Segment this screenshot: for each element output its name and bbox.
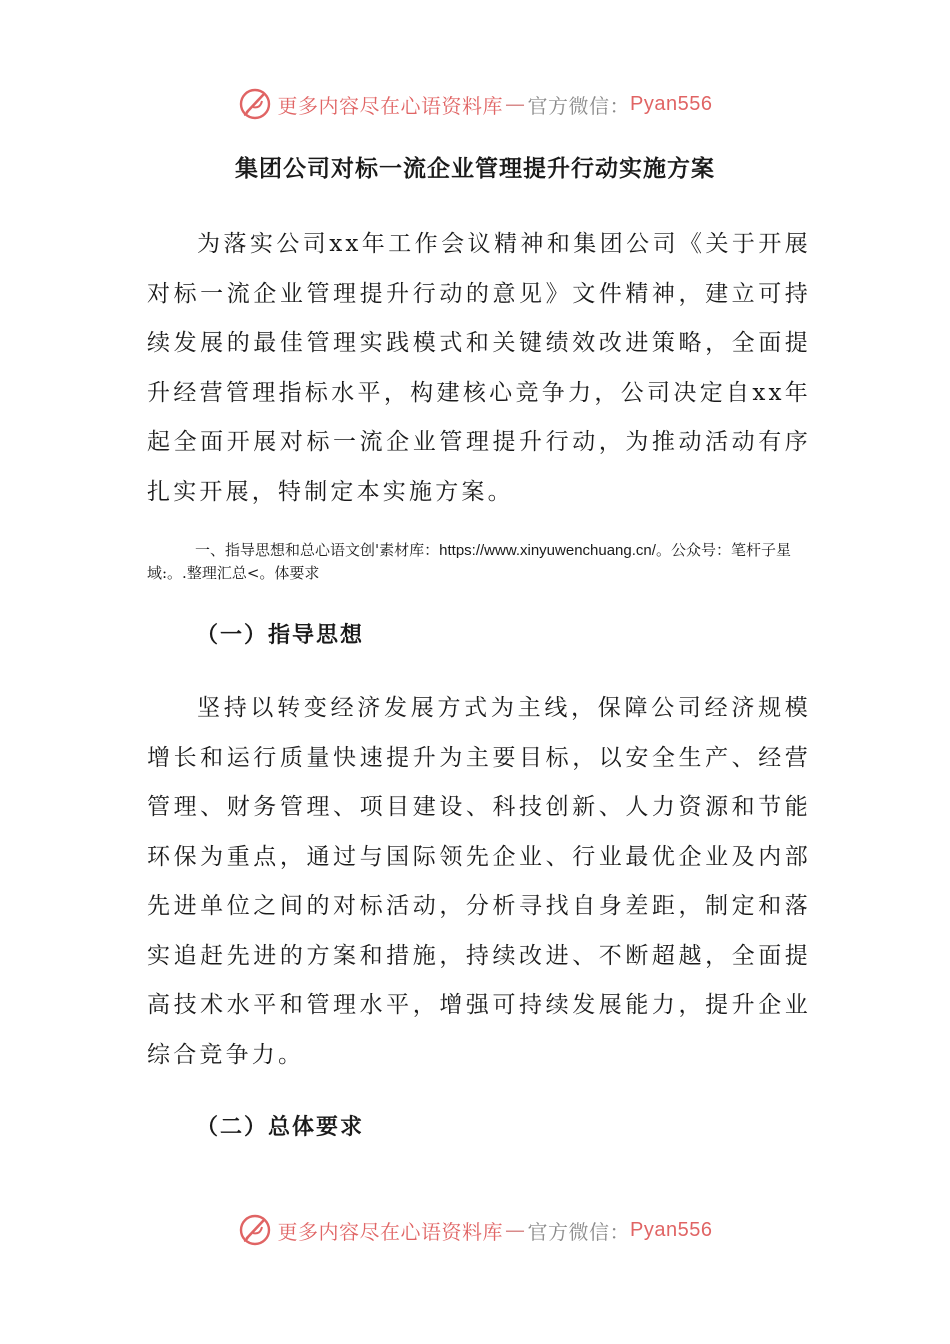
watermark-label: 官方微信： xyxy=(527,1219,631,1244)
section-heading-guiding: （一）指导思想 xyxy=(196,623,365,648)
section-heading-overall: （二）总体要求 xyxy=(196,1115,365,1140)
quill-logo-icon xyxy=(238,87,272,121)
watermark-wechat-id: Pyan556 xyxy=(630,92,713,115)
watermark-separator: — xyxy=(505,1218,526,1242)
watermark-separator: — xyxy=(505,92,526,116)
document-title: 集团公司对标一流企业管理提升行动实施方案 xyxy=(235,156,715,182)
section-note xyxy=(147,539,811,585)
quill-logo-icon xyxy=(238,1213,272,1247)
guiding-paragraph: 坚持以转变经济发展方式为主线，保障公司经济规模增长和运行质量快速提升为主要目标，以安全生产、经营管理、财务管理、项目建设、科技创新、人力资源和节能环保为重点，通过与国际领先企业、行业最优企业及内部先进单位之间的对标活动，分析寻找自身差距，制定和落实追赶先进的方案和措施，持续改进、不断超越，全面提高技术水平和管理水平，增强可持续发展能力，提升企业综合竞争力。 xyxy=(147,695,811,1068)
section-note-url: https://www.xinyuwenchuang.cn/ xyxy=(439,542,656,559)
watermark-label: 官方微信： xyxy=(527,93,631,118)
section-note-suffix: 。公众号：笔杆子星域:。.整理汇总<。体要求 xyxy=(147,541,791,582)
watermark-wechat-id: Pyan556 xyxy=(630,1218,713,1241)
footer-watermark xyxy=(0,1210,950,1250)
watermark-brand: 更多内容尽在心语资料库 xyxy=(277,93,504,118)
watermark-brand: 更多内容尽在心语资料库 xyxy=(277,1219,504,1244)
intro-paragraph: 为落实公司xx年工作会议精神和集团公司《关于开展对标一流企业管理提升行动的意见》文件精神，建立可持续发展的最佳管理实践模式和关键绩效改进策略，全面提升经营管理指标水平，构建核心竞争力，公司决定自xx年起全面开展对标一流企业管理提升行动，为推动活动有序扎实开展，特制定本实施方案。 xyxy=(147,231,811,505)
section-note-prefix: 一、指导思想和总心语文创'素材库： xyxy=(195,541,440,559)
header-watermark xyxy=(0,84,950,124)
